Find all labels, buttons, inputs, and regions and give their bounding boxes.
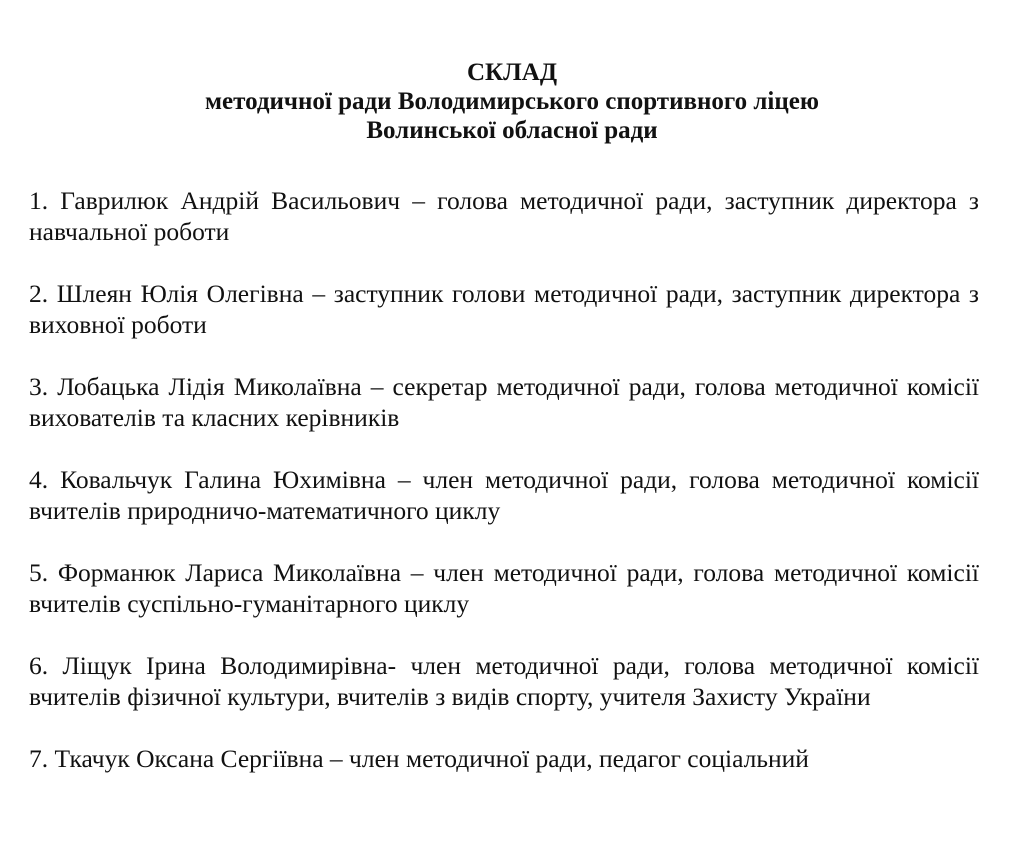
member-text: Ковальчук Галина Юхимівна – член методичної ради, голова методичної комісії вчителів природничо-математичного циклу [29,465,980,525]
document-subtitle-line-1: методичної ради Володимирського спортивного ліцею [205,88,819,115]
member-item [29,557,979,619]
member-item [29,371,979,433]
member-item [29,185,979,247]
member-text: Шлеян Юлія Олегівна – заступник голови методичної ради, заступник директора з виховної роботи [29,279,979,339]
member-number: 3. [29,372,49,401]
document-title-block [0,58,1024,145]
member-item [29,743,979,774]
member-text: Ліщук Ірина Володимирівна- член методичної ради, голова методичної комісії вчителів фізичної культури, вчителів з видів спорту, учителя Захисту України [29,651,979,711]
member-item [29,464,979,526]
member-number: 6. [29,651,49,680]
document-title: СКЛАД [466,59,558,86]
member-text: Ткачук Оксана Сергіївна – член методичної ради, педагог соціальний [54,744,809,773]
members-list [29,185,979,774]
member-number: 1. [29,186,49,215]
member-text: Форманюк Лариса Миколаївна – член методичної ради, голова методичної комісії вчителів суспільно-гуманітарного циклу [29,558,979,618]
document-subtitle-line-2: Волинської обласної ради [366,117,658,144]
member-number: 5. [29,558,49,587]
member-item [29,650,979,712]
member-number: 2. [29,279,49,308]
member-text: Гаврилюк Андрій Васильович – голова методичної ради, заступник директора з навчальної роботи [29,186,979,246]
member-text: Лобацька Лідія Миколаївна – секретар методичної ради, голова методичної комісії вихователів та класних керівників [29,372,980,432]
member-number: 4. [29,465,49,494]
member-number: 7. [29,744,49,773]
member-item [29,278,979,340]
